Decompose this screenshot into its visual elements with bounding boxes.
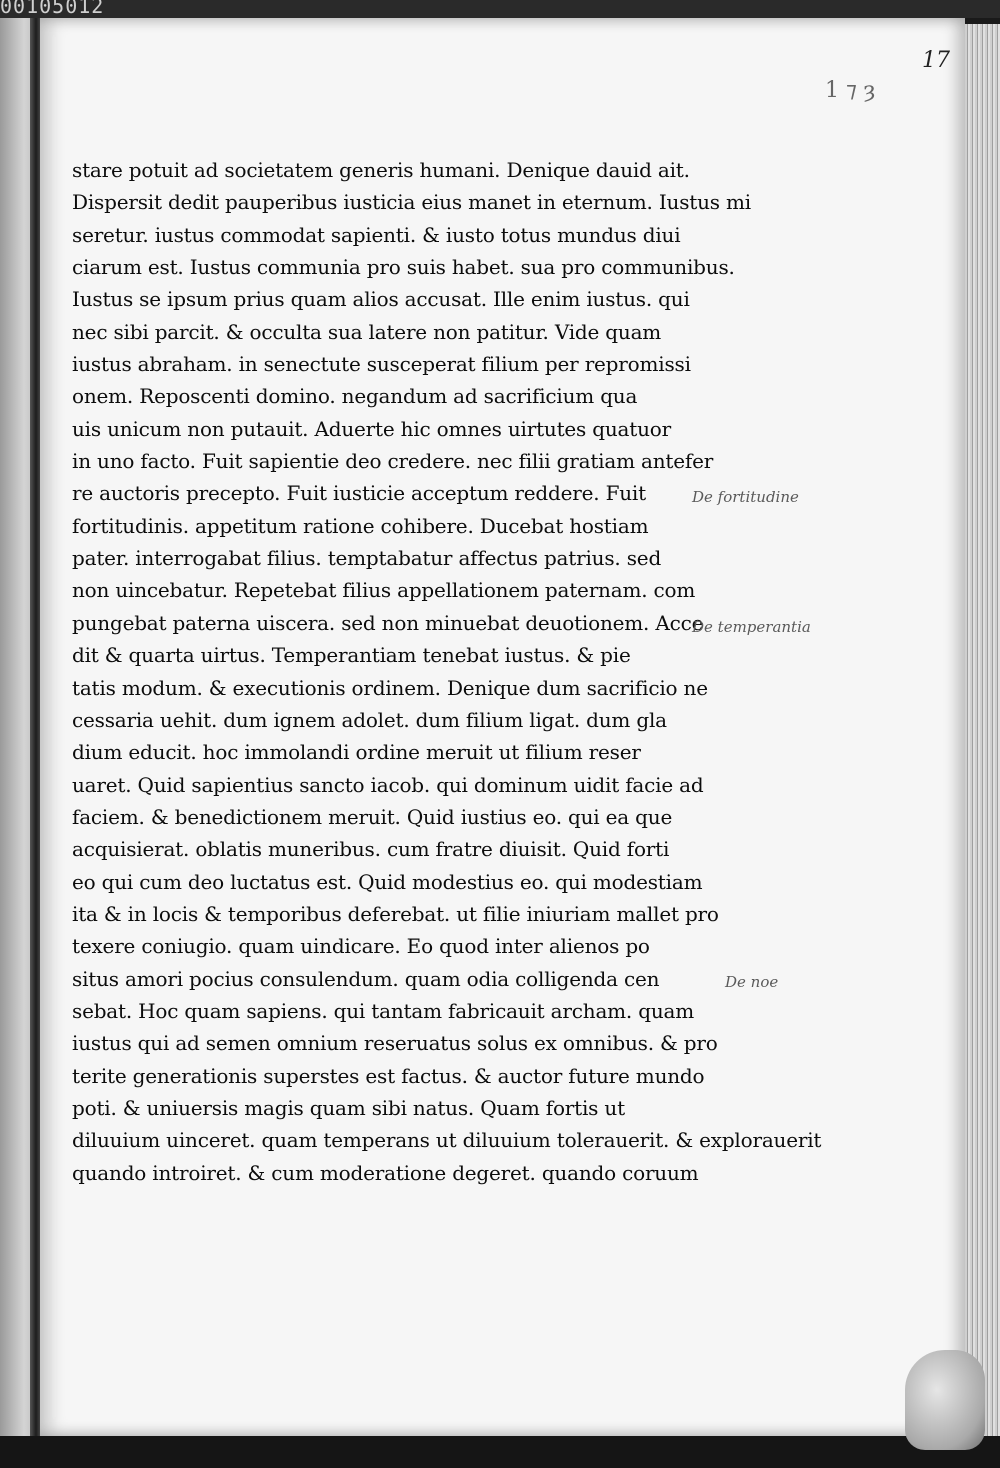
text-line: situs amori pocius consulendum. quam odia colligenda cen [72, 966, 660, 991]
text-line: pater. interrogabat filius. temptabatur affectus patrius. sed [72, 546, 662, 571]
text-line: pungebat paterna uiscera. sed non minuebat deuotionem. Acce [72, 610, 704, 635]
text-line: dit & quarta uirtus. Temperantiam tenebat iustus. & pie [72, 643, 631, 668]
page-edges [965, 24, 1000, 1444]
scan-bottom-strip [0, 1436, 1000, 1468]
text-line: non uincebatur. Repetebat filius appellationem paternam. com [72, 578, 696, 603]
text-line: faciem. & benedictionem meruit. Quid iustius eo. qui ea que [72, 804, 673, 829]
manuscript-page [40, 18, 965, 1436]
text-line: nec sibi parcit. & occulta sua latere non patitur. Vide quam [72, 319, 662, 344]
text-line: ita & in locis & temporibus deferebat. ut filie iniuriam mallet pro [72, 901, 719, 926]
corner-annotation: 1 ⁊ ȝ [825, 78, 876, 103]
shelfmark-label: 00105012 [0, 0, 105, 18]
text-line: uis unicum non putauit. Aduerte hic omnes uirtutes quatuor [72, 416, 672, 441]
text-line: dium educit. hoc immolandi ordine meruit ut filium reser [72, 740, 641, 765]
text-line: iustus abraham. in senectute susceperat filium per repromissi [72, 352, 691, 377]
text-line: Dispersit dedit pauperibus iusticia eius manet in eternum. Iustus mi [72, 190, 751, 215]
text-line: seretur. iustus commodat sapienti. & iusto totus mundus diui [72, 222, 681, 247]
page-weight-clip [905, 1350, 985, 1450]
margin-gloss-fortitude: De fortitudine [692, 488, 799, 506]
text-line: diluuium uinceret. quam temperans ut diluuium tolerauerit. & explorauerit [72, 1128, 822, 1153]
text-line: ciarum est. Iustus communia pro suis habet. sua pro communibus. [72, 255, 735, 280]
text-line: quando introiret. & cum moderatione degeret. quando coruum [72, 1160, 699, 1185]
text-line: onem. Reposcenti domino. negandum ad sacrificium qua [72, 384, 638, 409]
text-line: terite generationis superstes est factus. & auctor future mundo [72, 1063, 705, 1088]
text-line: uaret. Quid sapientius sancto iacob. qui dominum uidit facie ad [72, 772, 704, 797]
text-line: re auctoris precepto. Fuit iusticie acceptum reddere. Fuit [72, 481, 646, 506]
folio-number: 17 [922, 48, 950, 73]
text-line: iustus qui ad semen omnium reseruatus solus ex omnibus. & pro [72, 1031, 718, 1056]
text-line: poti. & uniuersis magis quam sibi natus. Quam fortis ut [72, 1095, 625, 1120]
scan-top-strip [0, 0, 1000, 18]
margin-gloss-temperance: De temperantia [692, 618, 811, 636]
text-line: texere coniugio. quam uindicare. Eo quod inter alienos po [72, 934, 650, 959]
text-line: eo qui cum deo luctatus est. Quid modestius eo. qui modestiam [72, 869, 703, 894]
text-line: cessaria uehit. dum ignem adolet. dum filium ligat. dum gla [72, 707, 667, 732]
text-line: sebat. Hoc quam sapiens. qui tantam fabricauit archam. quam [72, 998, 695, 1023]
margin-gloss-noah: De noe [725, 973, 779, 991]
text-line: stare potuit ad societatem generis humani. Denique dauid ait. [72, 158, 690, 182]
text-line: in uno facto. Fuit sapientie deo credere. nec filii gratiam antefer [72, 449, 714, 474]
text-line: Iustus se ipsum prius quam alios accusat. Ille enim iustus. qui [72, 287, 690, 312]
text-line: fortitudinis. appetitum ratione cohibere. Ducebat hostiam [72, 513, 649, 538]
text-line: acquisierat. oblatis muneribus. cum fratre diuisit. Quid forti [72, 837, 670, 862]
text-line: tatis modum. & executionis ordinem. Denique dum sacrificio ne [72, 675, 708, 700]
